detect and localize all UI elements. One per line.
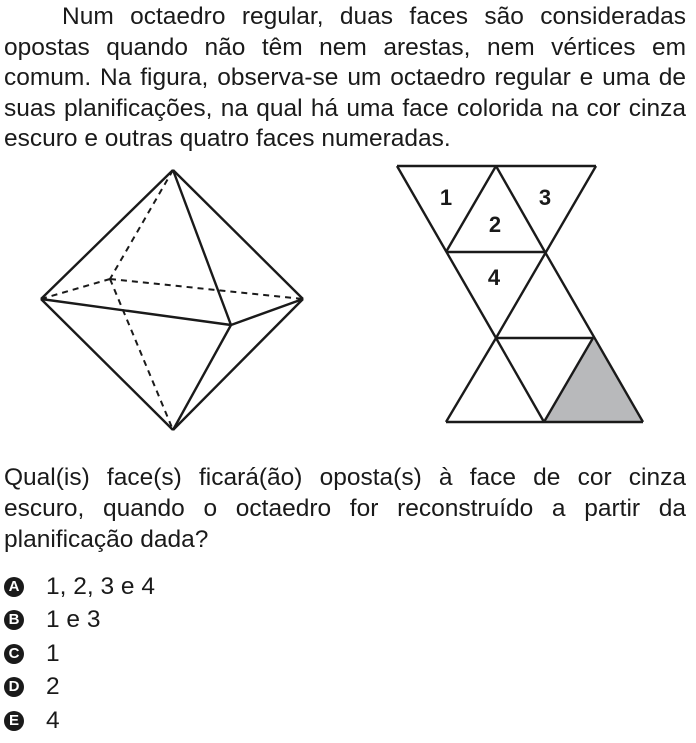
net-shaded-face	[544, 338, 643, 422]
option-letter-badge: B	[4, 610, 24, 630]
octahedron-edge	[173, 325, 231, 430]
question-prompt: Qual(is) face(s) ficará(ão) oposta(s) à face de cor cinza escuro, quando o octaedro for reconstruído a partir da planificação dada?	[4, 464, 686, 553]
option-b[interactable]	[4, 604, 155, 638]
octahedron-figure	[36, 162, 308, 436]
option-text: 1	[46, 639, 60, 667]
octahedron-hidden-edge	[110, 279, 303, 299]
octahedron-hidden-edge	[110, 170, 173, 279]
octahedron-edge	[41, 299, 231, 325]
net-face-label: 3	[538, 185, 552, 210]
net-edge	[446, 166, 496, 252]
option-text: 4	[46, 706, 60, 734]
option-d[interactable]	[4, 671, 155, 705]
option-letter-badge: E	[4, 711, 24, 731]
option-letter-badge: A	[4, 577, 24, 597]
option-text: 1 e 3	[46, 606, 101, 634]
net-face-label: 2	[488, 212, 502, 237]
octahedron-hidden-edge	[110, 279, 173, 430]
option-e[interactable]	[4, 704, 155, 738]
net-face-label: 4	[487, 265, 501, 290]
net-face-label: 1	[439, 185, 453, 210]
question-statement: Num octaedro regular, duas faces são consideradas opostas quando não têm nem arestas, nem vértices em comum. Na figura, observa-se um octaedro regular e uma de suas planificações, na qual há uma face colorida na cor cinza escuro e outras quatro faces numeradas.	[4, 3, 686, 152]
net-edge	[496, 166, 545, 252]
answer-options	[4, 570, 155, 738]
net-edge	[496, 338, 544, 422]
octahedron-edge	[231, 299, 303, 325]
option-letter-badge: D	[4, 677, 24, 697]
octahedron-edge	[173, 170, 303, 299]
option-text: 1, 2, 3 e 4	[46, 572, 155, 600]
net-edge	[446, 338, 496, 422]
option-letter-badge: C	[4, 644, 24, 664]
option-text: 2	[46, 673, 60, 701]
option-c[interactable]	[4, 637, 155, 671]
octahedron-edge	[173, 170, 231, 325]
option-a[interactable]	[4, 570, 155, 604]
octahedron-edge	[41, 299, 173, 430]
octahedron-net-figure	[393, 162, 647, 428]
